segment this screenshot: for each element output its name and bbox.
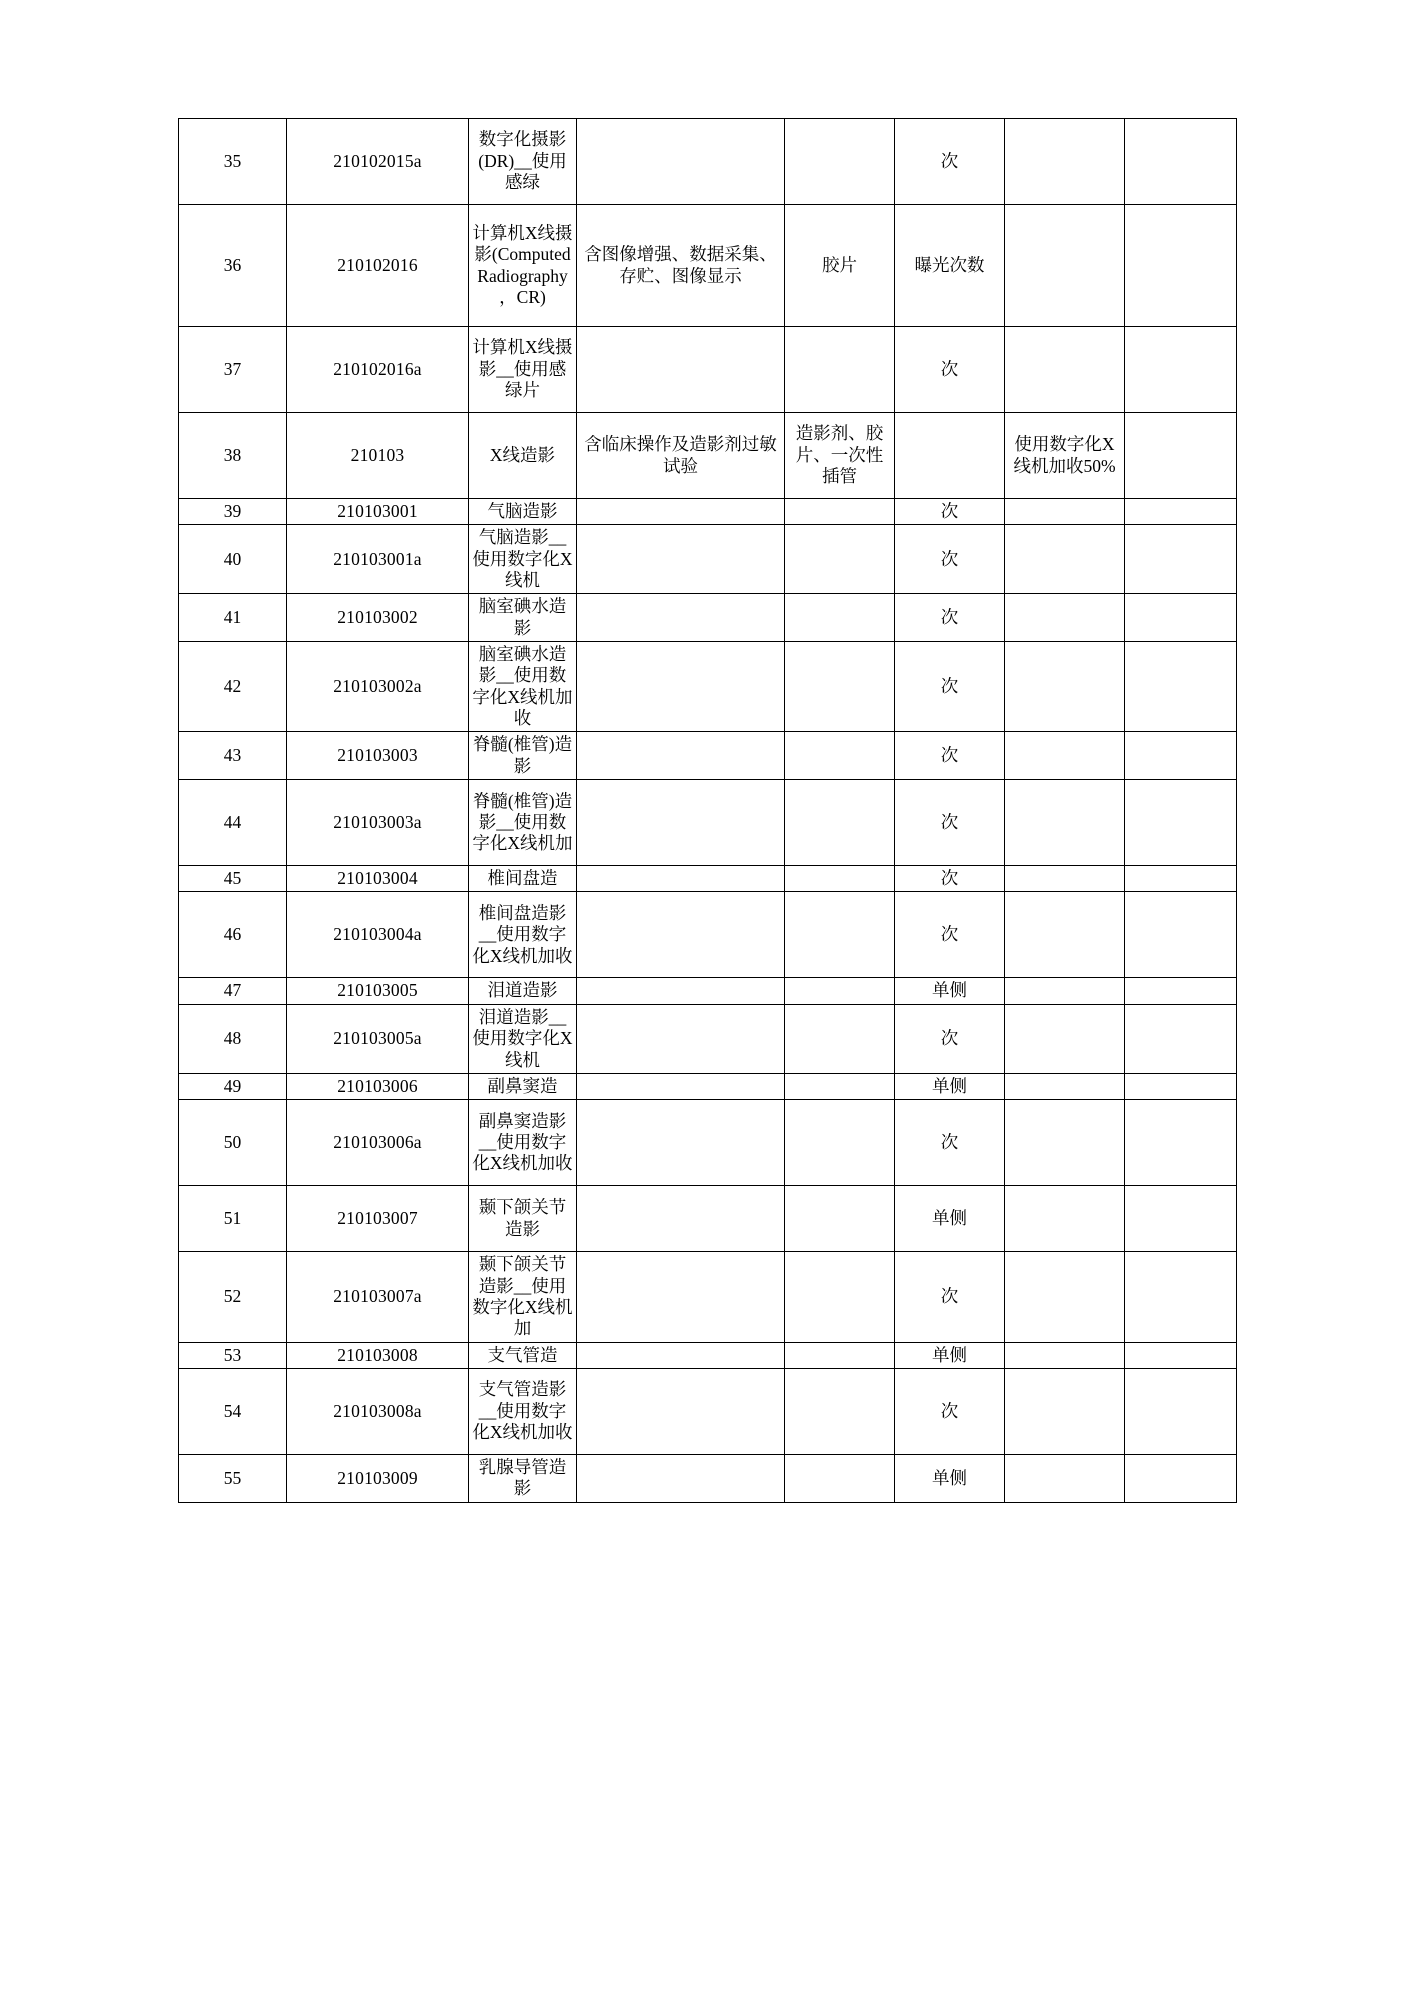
row-excluded [785,1252,895,1342]
row-no: 52 [179,1252,287,1342]
row-remark [1125,1186,1237,1252]
row-unit: 单侧 [895,1073,1005,1099]
row-desc [577,525,785,594]
row-code: 210103005 [287,978,469,1004]
row-unit: 次 [895,642,1005,732]
row-unit: 次 [895,892,1005,978]
row-desc [577,1342,785,1368]
row-remark [1125,327,1237,413]
table-row [179,1073,1237,1099]
row-code: 210103 [287,413,469,499]
row-note [1005,525,1125,594]
row-name: 气脑造影__使用数字化X线机 [469,525,577,594]
row-remark [1125,1454,1237,1502]
row-code: 210103007 [287,1186,469,1252]
row-unit: 单侧 [895,1342,1005,1368]
row-no: 42 [179,642,287,732]
row-name: 支气管造影__使用数字化X线机加收 [469,1368,577,1454]
row-unit: 曝光次数 [895,205,1005,327]
row-note [1005,1073,1125,1099]
row-code: 210102016a [287,327,469,413]
row-desc [577,1004,785,1073]
row-remark [1125,205,1237,327]
row-no: 44 [179,780,287,866]
row-no: 54 [179,1368,287,1454]
table-row [179,205,1237,327]
row-desc [577,866,785,892]
table-row [179,499,1237,525]
row-code: 210103004a [287,892,469,978]
row-code: 210103004 [287,866,469,892]
row-excluded [785,1342,895,1368]
table-row [179,1100,1237,1186]
row-code: 210103007a [287,1252,469,1342]
row-desc [577,892,785,978]
row-unit: 次 [895,327,1005,413]
row-note [1005,594,1125,642]
row-remark [1125,1073,1237,1099]
row-name: 气脑造影 [469,499,577,525]
row-excluded [785,892,895,978]
row-remark [1125,1342,1237,1368]
row-note [1005,732,1125,780]
row-no: 35 [179,119,287,205]
table-row [179,1454,1237,1502]
row-note [1005,1368,1125,1454]
row-desc [577,780,785,866]
row-note [1005,1100,1125,1186]
medical-service-price-table [178,118,1237,1503]
row-no: 45 [179,866,287,892]
row-excluded [785,1454,895,1502]
row-desc [577,1073,785,1099]
row-unit: 次 [895,732,1005,780]
table-row [179,732,1237,780]
row-no: 40 [179,525,287,594]
table-row [179,642,1237,732]
row-note [1005,205,1125,327]
row-no: 53 [179,1342,287,1368]
row-remark [1125,1100,1237,1186]
row-excluded [785,1073,895,1099]
row-name: 计算机X线摄影__使用感绿片 [469,327,577,413]
row-code: 210103008 [287,1342,469,1368]
row-unit: 次 [895,1004,1005,1073]
row-desc [577,499,785,525]
row-code: 210102016 [287,205,469,327]
row-no: 39 [179,499,287,525]
row-code: 210102015a [287,119,469,205]
row-no: 48 [179,1004,287,1073]
row-code: 210103008a [287,1368,469,1454]
row-name: 副鼻窦造影__使用数字化X线机加收 [469,1100,577,1186]
row-code: 210103002 [287,594,469,642]
row-excluded [785,327,895,413]
row-unit: 单侧 [895,1454,1005,1502]
row-name: 支气管造 [469,1342,577,1368]
row-no: 51 [179,1186,287,1252]
row-desc [577,642,785,732]
row-unit: 次 [895,866,1005,892]
row-remark [1125,499,1237,525]
row-desc [577,1186,785,1252]
row-remark [1125,978,1237,1004]
row-note [1005,642,1125,732]
row-excluded [785,780,895,866]
row-excluded [785,1100,895,1186]
row-excluded [785,119,895,205]
row-remark [1125,1252,1237,1342]
row-unit: 次 [895,1252,1005,1342]
row-name: 脊髓(椎管)造影__使用数字化X线机加 [469,780,577,866]
row-remark [1125,1004,1237,1073]
row-unit [895,413,1005,499]
row-desc [577,978,785,1004]
row-desc: 含临床操作及造影剂过敏试验 [577,413,785,499]
row-unit: 单侧 [895,1186,1005,1252]
table-row [179,866,1237,892]
row-unit: 次 [895,780,1005,866]
row-note [1005,780,1125,866]
row-note [1005,499,1125,525]
row-desc [577,732,785,780]
row-remark [1125,594,1237,642]
row-code: 210103003a [287,780,469,866]
row-excluded [785,594,895,642]
row-no: 49 [179,1073,287,1099]
row-name: 泪道造影 [469,978,577,1004]
table-row [179,780,1237,866]
row-remark [1125,780,1237,866]
row-name: 脊髓(椎管)造影 [469,732,577,780]
row-name: 颞下颌关节造影 [469,1186,577,1252]
row-unit: 次 [895,594,1005,642]
table-row [179,1004,1237,1073]
row-desc [577,594,785,642]
row-excluded: 胶片 [785,205,895,327]
row-note [1005,1004,1125,1073]
row-unit: 次 [895,119,1005,205]
row-note [1005,119,1125,205]
row-name: X线造影 [469,413,577,499]
row-excluded [785,525,895,594]
table-row [179,525,1237,594]
row-remark [1125,1368,1237,1454]
row-code: 210103006a [287,1100,469,1186]
row-unit: 单侧 [895,978,1005,1004]
table-row [179,413,1237,499]
row-remark [1125,525,1237,594]
row-excluded [785,1004,895,1073]
row-remark [1125,119,1237,205]
table-body [179,119,1237,1503]
row-no: 38 [179,413,287,499]
row-excluded [785,978,895,1004]
table-row [179,978,1237,1004]
row-code: 210103001a [287,525,469,594]
row-name: 颞下颌关节造影__使用数字化X线机加 [469,1252,577,1342]
table-row [179,327,1237,413]
row-note [1005,1252,1125,1342]
row-name: 泪道造影__使用数字化X线机 [469,1004,577,1073]
table-row [179,1368,1237,1454]
row-code: 210103002a [287,642,469,732]
row-desc [577,119,785,205]
table-row [179,1252,1237,1342]
row-code: 210103006 [287,1073,469,1099]
row-excluded [785,866,895,892]
row-desc [577,1368,785,1454]
row-unit: 次 [895,525,1005,594]
row-no: 47 [179,978,287,1004]
row-note [1005,866,1125,892]
row-note [1005,892,1125,978]
row-name: 椎间盘造 [469,866,577,892]
row-desc [577,1100,785,1186]
row-code: 210103003 [287,732,469,780]
row-no: 37 [179,327,287,413]
row-unit: 次 [895,499,1005,525]
row-excluded [785,642,895,732]
row-remark [1125,732,1237,780]
row-excluded [785,732,895,780]
row-note [1005,978,1125,1004]
row-desc [577,1252,785,1342]
row-no: 50 [179,1100,287,1186]
row-remark [1125,642,1237,732]
row-excluded: 造影剂、胶片、一次性插管 [785,413,895,499]
row-code: 210103005a [287,1004,469,1073]
row-note: 使用数字化X线机加收50% [1005,413,1125,499]
row-no: 46 [179,892,287,978]
row-code: 210103009 [287,1454,469,1502]
row-note [1005,327,1125,413]
row-no: 55 [179,1454,287,1502]
row-excluded [785,1186,895,1252]
row-remark [1125,866,1237,892]
row-desc [577,327,785,413]
table-row [179,119,1237,205]
row-name: 数字化摄影(DR)__使用感绿 [469,119,577,205]
row-desc: 含图像增强、数据采集、存贮、图像显示 [577,205,785,327]
row-no: 41 [179,594,287,642]
row-note [1005,1342,1125,1368]
row-desc [577,1454,785,1502]
row-remark [1125,892,1237,978]
row-no: 43 [179,732,287,780]
row-name: 脑室碘水造影__使用数字化X线机加收 [469,642,577,732]
row-name: 椎间盘造影__使用数字化X线机加收 [469,892,577,978]
table-row [179,1186,1237,1252]
row-note [1005,1454,1125,1502]
row-remark [1125,413,1237,499]
row-excluded [785,1368,895,1454]
row-unit: 次 [895,1368,1005,1454]
row-no: 36 [179,205,287,327]
row-excluded [785,499,895,525]
table-row [179,594,1237,642]
row-note [1005,1186,1125,1252]
row-code: 210103001 [287,499,469,525]
row-name: 副鼻窦造 [469,1073,577,1099]
row-name: 脑室碘水造影 [469,594,577,642]
table-row [179,1342,1237,1368]
table-row [179,892,1237,978]
row-name: 计算机X线摄影(Computed Radiography，CR) [469,205,577,327]
row-unit: 次 [895,1100,1005,1186]
row-name: 乳腺导管造影 [469,1454,577,1502]
